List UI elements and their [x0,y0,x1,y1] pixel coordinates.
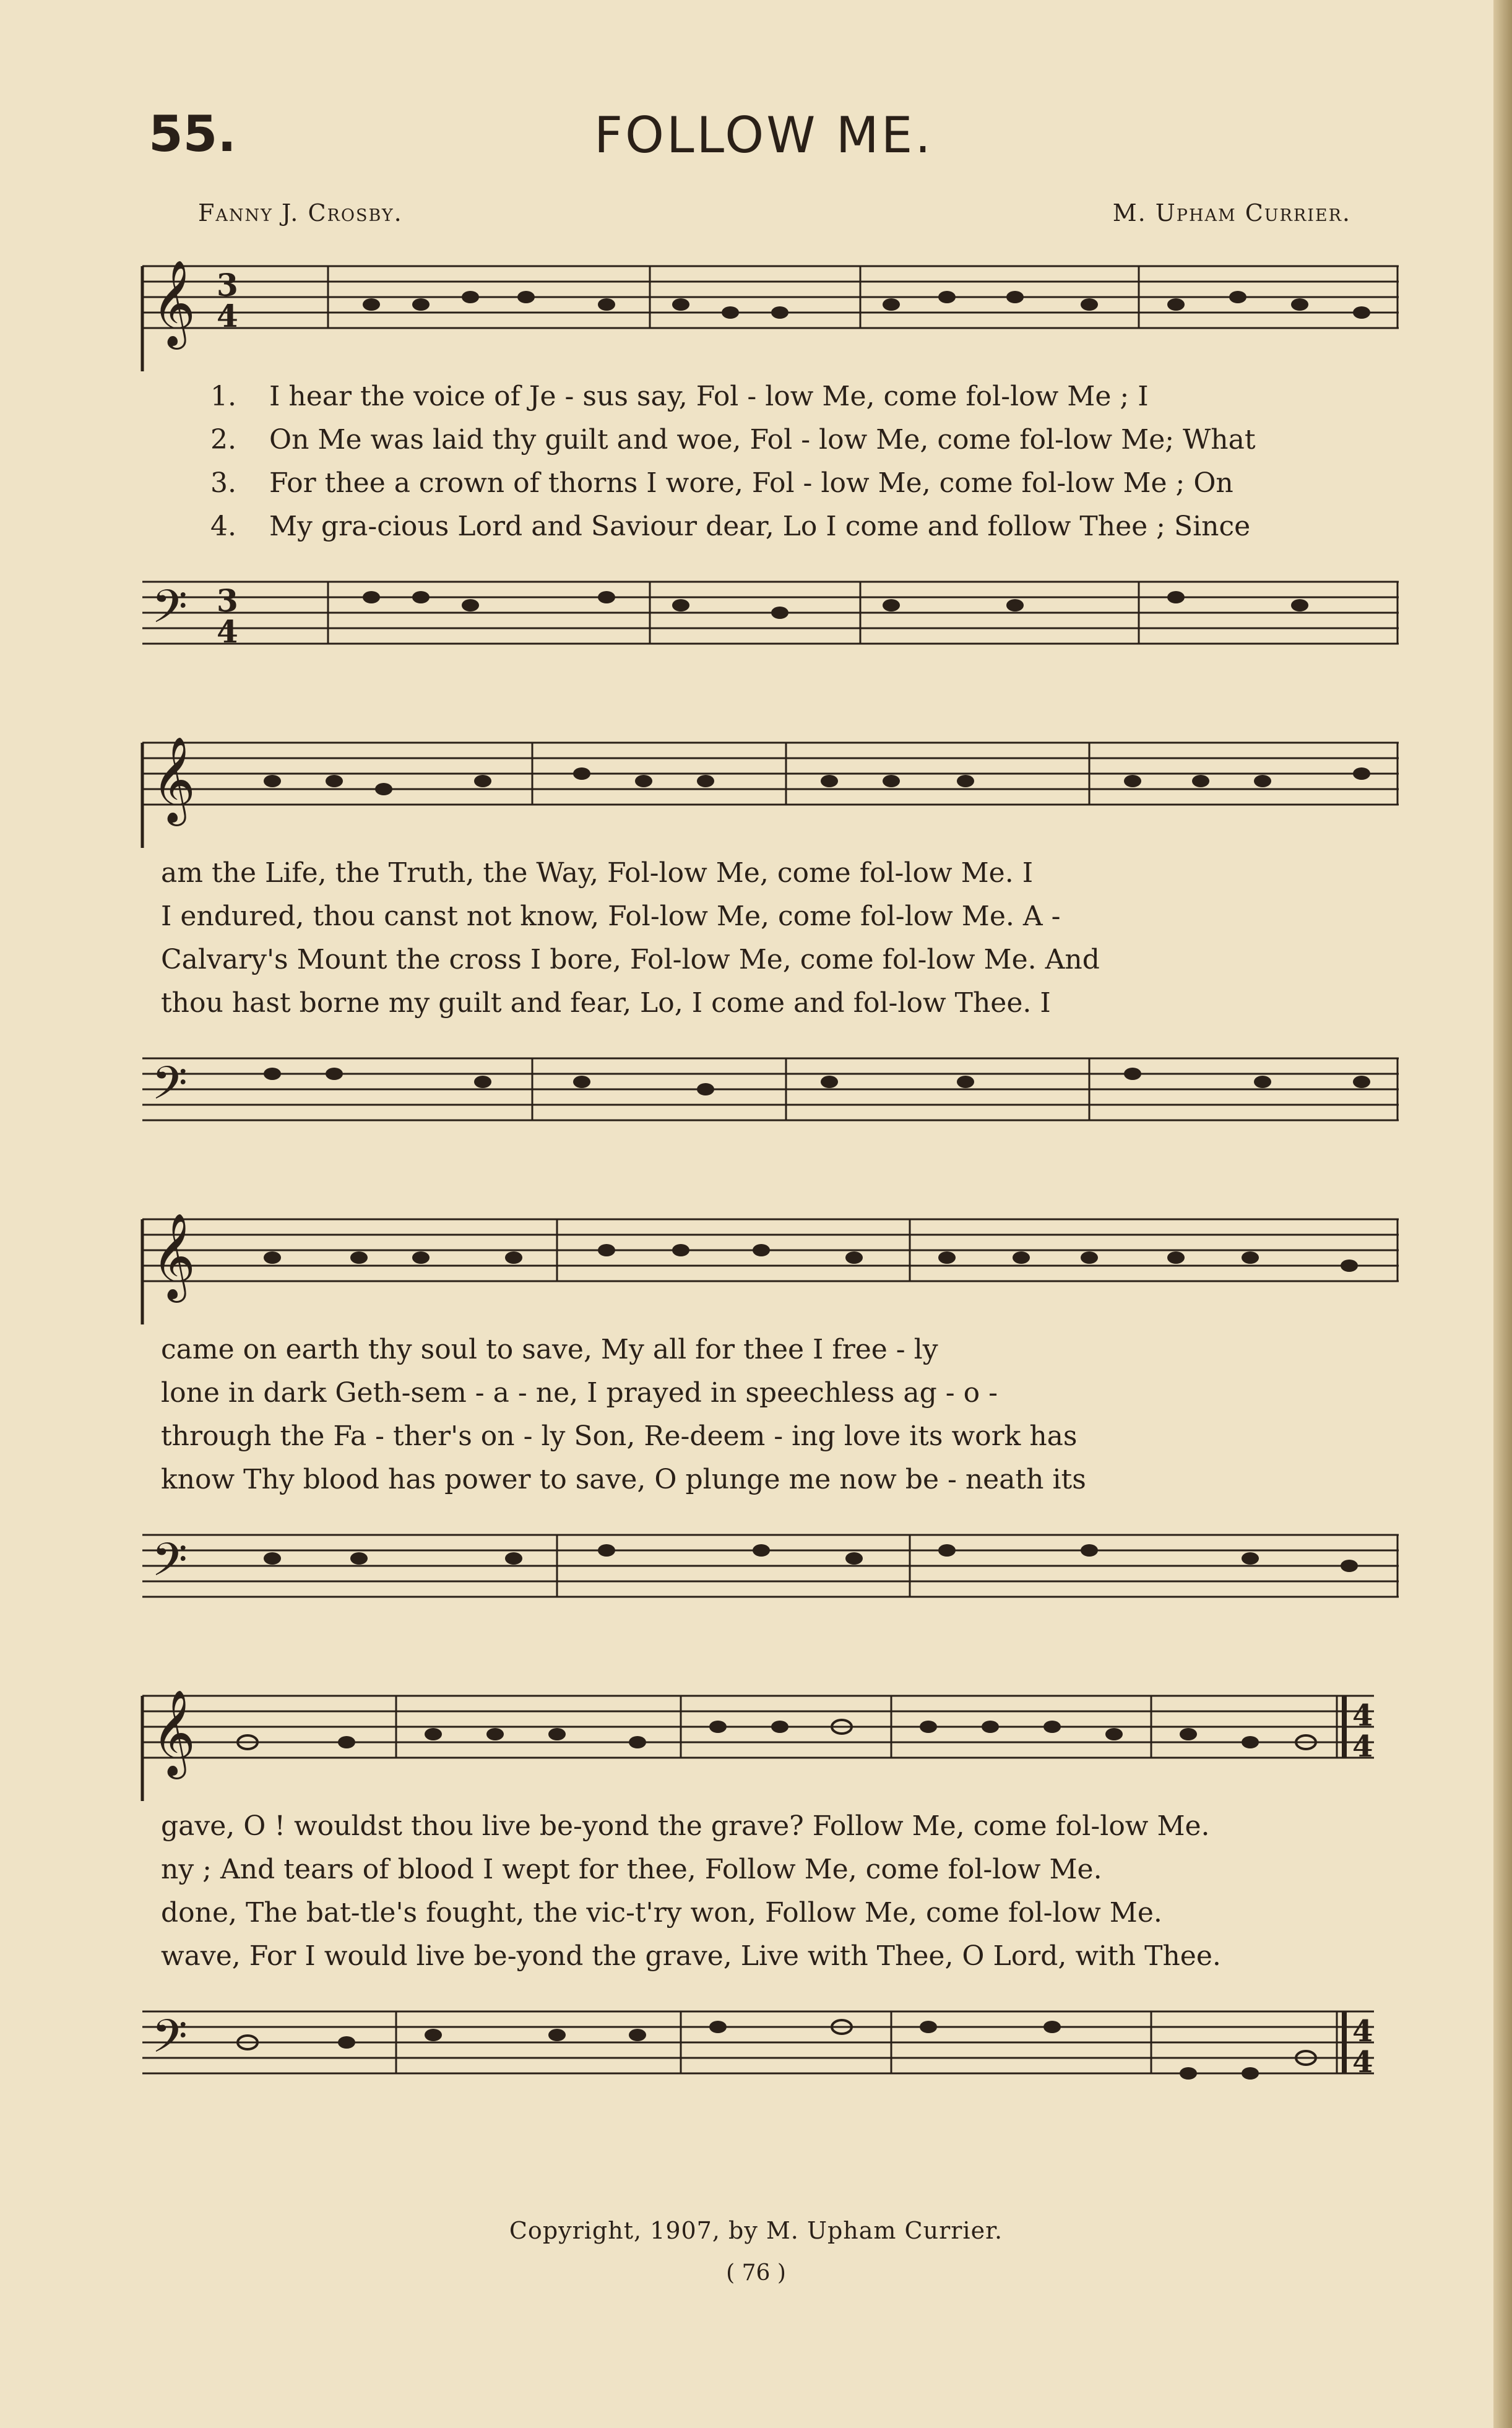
lyric-text: I hear the voice of Je - sus say, Fol - low Me, come fol-low Me ; I [269,381,1149,412]
svg-text:4: 4 [1352,1729,1373,1764]
bass-staff [124,1510,1399,1646]
verse-3-line [124,944,1399,987]
svg-text:4: 4 [1352,1698,1373,1733]
hymn-number: 55. [149,105,236,163]
lyric-text: know Thy blood has power to save, O plunge me now be - neath its [161,1464,1086,1495]
verse-2-line [124,901,1399,944]
verse-4-line [124,511,1399,554]
verse-3-line [124,1897,1399,1940]
lyric-text: For thee a crown of thorns I wore, Fol - low Me, come fol-low Me ; On [269,467,1233,499]
verse-2-line [124,1377,1399,1420]
svg-text:4: 4 [1352,2045,1373,2080]
verse-2-line [124,424,1399,467]
svg-text:4: 4 [217,613,238,650]
lyric-text: My gra-cious Lord and Saviour dear, Lo I come and follow Thee ; Since [269,511,1251,542]
treble-staff [124,712,1399,848]
svg-text:𝄢: 𝄢 [152,1056,188,1121]
verse-1-line [124,381,1399,424]
verse-1-line [124,857,1399,901]
page-number: ( 76 ) [726,2260,786,2286]
verse-1-line [124,1810,1399,1854]
lyric-text: wave, For I would live be-yond the grave, Live with Thee, O Lord, with Thee. [161,1940,1221,1972]
svg-text:3: 3 [217,582,238,619]
lyricist-credit: Fanny J. Crosby. [198,199,403,227]
svg-text:𝄞: 𝄞 [152,1213,196,1299]
verse-1-line [124,1334,1399,1377]
lyric-text: came on earth thy soul to save, My all for thee I free - ly [161,1334,938,1365]
verse-4-line [124,1464,1399,1507]
svg-text:𝄢: 𝄢 [152,580,188,645]
bass-staff [124,1987,1399,2141]
verse-number: 4. [210,511,236,542]
page-edge [1493,0,1512,2428]
copyright-notice: Copyright, 1907, by M. Upham Currier. [509,2217,1003,2244]
lyric-text: gave, O ! wouldst thou live be-yond the grave? Follow Me, come fol-low Me. [161,1810,1210,1842]
music-system-2 [124,712,1399,1170]
lyric-text: done, The bat-tle's fought, the vic-t'ry won, Follow Me, come fol-low Me. [161,1897,1162,1929]
lyric-text: through the Fa - ther's on - ly Son, Re-deem - ing love its work has [161,1420,1078,1452]
lyric-text: On Me was laid thy guilt and woe, Fol - low Me, come fol-low Me; What [269,424,1256,456]
lyric-text: lone in dark Geth-sem - a - ne, I prayed in speechless ag - o - [161,1377,998,1409]
lyric-text: ny ; And tears of blood I wept for thee, Follow Me, come fol-low Me. [161,1854,1102,1885]
svg-text:4: 4 [217,298,238,334]
verse-4-line [124,1940,1399,1984]
music-system-1 [124,235,1399,693]
treble-staff [124,235,1399,371]
verse-number: 3. [210,467,236,499]
verse-3-line [124,1420,1399,1464]
hymn-title: FOLLOW ME. [594,106,933,164]
svg-text:𝄞: 𝄞 [152,1690,196,1776]
composer-credit: M. Upham Currier. [1112,199,1351,227]
lyric-text: am the Life, the Truth, the Way, Fol-low Me, come fol-low Me. I [161,857,1034,889]
music-system-4 [124,1665,1399,2141]
svg-text:𝄞: 𝄞 [152,260,196,346]
treble-staff [124,1188,1399,1324]
verse-number: 2. [210,424,236,456]
svg-text:𝄢: 𝄢 [152,2010,188,2075]
verse-3-line [124,467,1399,511]
verse-2-line [124,1854,1399,1897]
lyric-text: I endured, thou canst not know, Fol-low Me, come fol-low Me. A - [161,901,1061,932]
music-system-3 [124,1188,1399,1646]
svg-text:𝄢: 𝄢 [152,1533,188,1598]
treble-staff [124,1665,1399,1801]
svg-text:𝄞: 𝄞 [152,737,196,823]
verse-number: 1. [210,381,236,412]
svg-text:4: 4 [1352,2014,1373,2049]
bass-staff [124,557,1399,693]
lyric-text: Calvary's Mount the cross I bore, Fol-low Me, come fol-low Me. And [161,944,1100,975]
bass-staff [124,1034,1399,1170]
verse-4-line [124,987,1399,1030]
svg-text:3: 3 [217,267,238,303]
lyric-text: thou hast borne my guilt and fear, Lo, I come and fol-low Thee. I [161,987,1051,1019]
